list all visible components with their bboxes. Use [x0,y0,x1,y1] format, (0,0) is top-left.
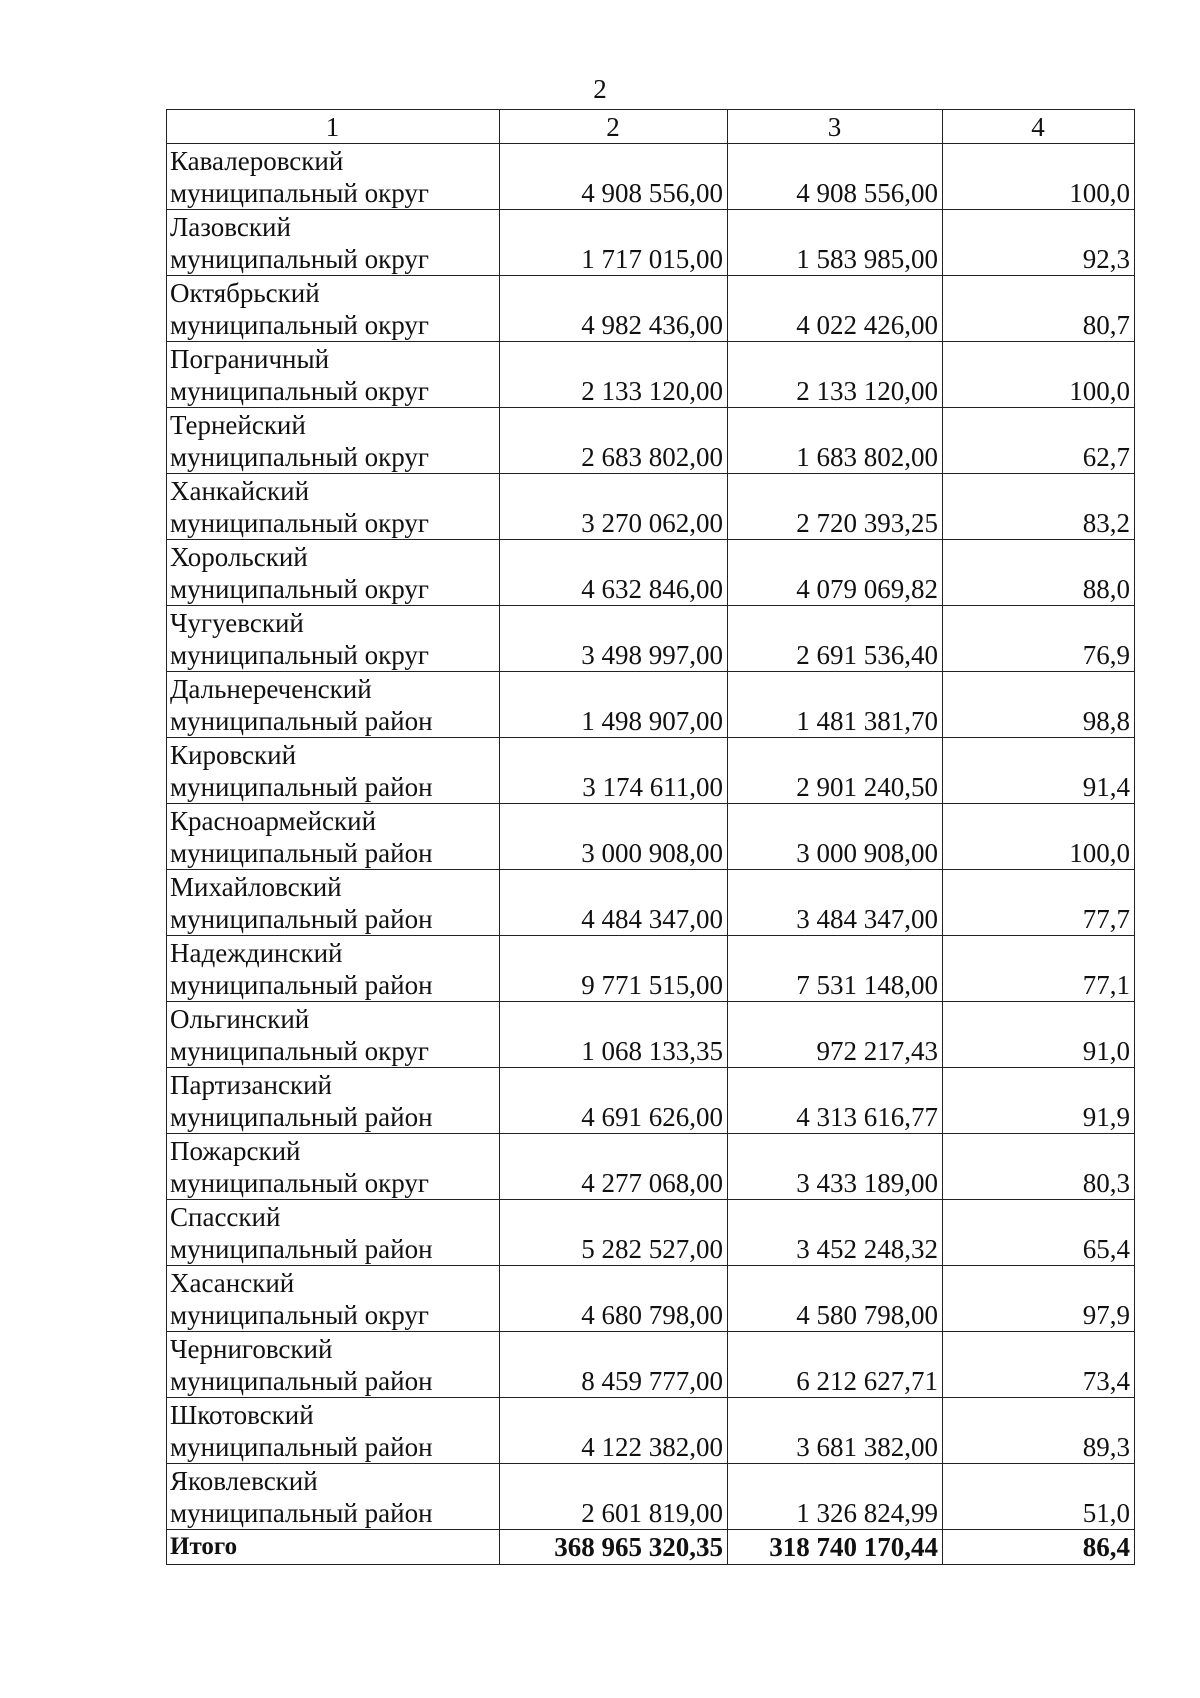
table-header-row [167,110,1135,144]
total-label: Итого [167,1530,500,1565]
value-col2: 4 908 556,00 [500,144,728,210]
municipality-type: муниципальный район [170,1432,433,1462]
table-row [167,1332,1135,1398]
value-col3: 4 313 616,77 [728,1068,943,1134]
table-row [167,738,1135,804]
value-col2: 2 601 819,00 [500,1464,728,1530]
municipality-type: муниципальный район [170,970,433,1000]
value-col2: 2 133 120,00 [500,342,728,408]
table-row [167,144,1135,210]
value-col2: 4 982 436,00 [500,276,728,342]
value-col4: 100,0 [943,144,1135,210]
total-col4: 86,4 [943,1530,1135,1565]
value-col3: 1 326 824,99 [728,1464,943,1530]
municipality-name: Надеждинский [170,938,343,968]
value-col4: 100,0 [943,342,1135,408]
municipality-name: Михайловский [170,872,342,902]
value-col4: 91,0 [943,1002,1135,1068]
municipality-name-cell [167,1332,500,1398]
value-col3: 2 901 240,50 [728,738,943,804]
municipality-type: муниципальный район [170,1366,433,1396]
value-col2: 3 174 611,00 [500,738,728,804]
municipality-name: Кировский [170,740,297,770]
value-col3: 3 452 248,32 [728,1200,943,1266]
value-col4: 89,3 [943,1398,1135,1464]
table-row [167,408,1135,474]
table-row [167,1200,1135,1266]
value-col2: 1 717 015,00 [500,210,728,276]
value-col2: 3 498 997,00 [500,606,728,672]
value-col2: 4 691 626,00 [500,1068,728,1134]
value-col3: 4 908 556,00 [728,144,943,210]
value-col3: 2 133 120,00 [728,342,943,408]
municipality-name-cell [167,1266,500,1332]
value-col2: 4 122 382,00 [500,1398,728,1464]
municipality-name-cell [167,1002,500,1068]
table-row [167,1398,1135,1464]
municipality-type: муниципальный округ [170,1036,429,1066]
value-col2: 9 771 515,00 [500,936,728,1002]
value-col2: 4 277 068,00 [500,1134,728,1200]
municipality-name-cell [167,606,500,672]
municipality-name: Октябрьский [170,278,320,308]
municipality-name: Партизанский [170,1070,332,1100]
municipality-name: Ольгинский [170,1004,310,1034]
table-body [167,144,1135,1530]
value-col3: 2 691 536,40 [728,606,943,672]
value-col3: 1 683 802,00 [728,408,943,474]
municipality-type: муниципальный район [170,1234,433,1264]
total-col2: 368 965 320,35 [500,1530,728,1565]
municipality-name: Пограничный [170,344,330,374]
value-col2: 1 498 907,00 [500,672,728,738]
value-col4: 100,0 [943,804,1135,870]
municipality-name: Яковлевский [170,1466,318,1496]
table-row [167,210,1135,276]
municipality-type: муниципальный округ [170,376,429,406]
municipality-type: муниципальный округ [170,574,429,604]
municipality-name-cell [167,1134,500,1200]
value-col4: 97,9 [943,1266,1135,1332]
value-col2: 8 459 777,00 [500,1332,728,1398]
table-row [167,474,1135,540]
value-col4: 83,2 [943,474,1135,540]
value-col2: 3 270 062,00 [500,474,728,540]
municipality-name-cell [167,1200,500,1266]
municipality-name-cell [167,738,500,804]
value-col2: 4 680 798,00 [500,1266,728,1332]
value-col4: 91,9 [943,1068,1135,1134]
value-col4: 76,9 [943,606,1135,672]
municipality-name-cell [167,474,500,540]
value-col3: 3 433 189,00 [728,1134,943,1200]
table-row [167,1266,1135,1332]
value-col3: 7 531 148,00 [728,936,943,1002]
value-col4: 92,3 [943,210,1135,276]
municipality-name-cell [167,1398,500,1464]
municipality-name: Ханкайский [170,476,310,506]
municipality-name: Дальнереченский [170,674,372,704]
value-col4: 80,3 [943,1134,1135,1200]
table-row [167,1134,1135,1200]
table-row [167,672,1135,738]
municipality-type: муниципальный округ [170,1168,429,1198]
value-col3: 972 217,43 [728,1002,943,1068]
value-col3: 6 212 627,71 [728,1332,943,1398]
table-row [167,936,1135,1002]
page-number: 2 [593,74,607,104]
municipality-name-cell [167,672,500,738]
municipality-name: Кавалеровский [170,146,344,176]
municipality-type: муниципальный округ [170,244,429,274]
column-header: 2 [500,110,728,144]
value-col3: 4 079 069,82 [728,540,943,606]
municipality-name-cell [167,342,500,408]
municipality-type: муниципальный округ [170,178,429,208]
value-col3: 2 720 393,25 [728,474,943,540]
municipality-type: муниципальный район [170,904,433,934]
table-row [167,606,1135,672]
value-col2: 3 000 908,00 [500,804,728,870]
municipality-name: Хасанский [170,1268,295,1298]
value-col2: 2 683 802,00 [500,408,728,474]
municipality-name: Тернейский [170,410,306,440]
value-col3: 1 583 985,00 [728,210,943,276]
value-col4: 62,7 [943,408,1135,474]
value-col4: 88,0 [943,540,1135,606]
table-row [167,1002,1135,1068]
municipality-name-cell [167,408,500,474]
municipality-name-cell [167,144,500,210]
table-row [167,804,1135,870]
value-col4: 77,7 [943,870,1135,936]
column-header: 3 [728,110,943,144]
municipality-name-cell [167,870,500,936]
municipality-name: Пожарский [170,1136,301,1166]
value-col4: 80,7 [943,276,1135,342]
table-row [167,342,1135,408]
column-header: 4 [943,110,1135,144]
municipality-name-cell [167,276,500,342]
municipality-type: муниципальный округ [170,508,429,538]
municipality-type: муниципальный район [170,1102,433,1132]
value-col3: 4 580 798,00 [728,1266,943,1332]
value-col4: 51,0 [943,1464,1135,1530]
value-col4: 77,1 [943,936,1135,1002]
total-row [167,1530,1135,1565]
municipality-type: муниципальный район [170,838,433,868]
municipality-type: муниципальный округ [170,1300,429,1330]
value-col3: 3 000 908,00 [728,804,943,870]
municipality-type: муниципальный район [170,1498,433,1528]
value-col3: 3 484 347,00 [728,870,943,936]
municipality-name: Красноармейский [170,806,377,836]
value-col2: 4 484 347,00 [500,870,728,936]
table-row [167,540,1135,606]
municipality-name-cell [167,1464,500,1530]
municipality-type: муниципальный округ [170,310,429,340]
column-header: 1 [167,110,500,144]
value-col2: 5 282 527,00 [500,1200,728,1266]
table-row [167,1068,1135,1134]
municipality-name-cell [167,804,500,870]
municipality-name-cell [167,936,500,1002]
value-col2: 1 068 133,35 [500,1002,728,1068]
municipality-name: Хорольский [170,542,308,572]
municipality-type: муниципальный район [170,706,433,736]
value-col3: 1 481 381,70 [728,672,943,738]
municipality-name: Шкотовский [170,1400,314,1430]
municipality-name-cell [167,540,500,606]
table-row [167,870,1135,936]
municipality-name: Лазовский [170,212,291,242]
value-col4: 91,4 [943,738,1135,804]
value-col4: 98,8 [943,672,1135,738]
municipality-name-cell [167,1068,500,1134]
municipality-name: Черниговский [170,1334,333,1364]
value-col4: 73,4 [943,1332,1135,1398]
value-col3: 4 022 426,00 [728,276,943,342]
table-row [167,1464,1135,1530]
value-col4: 65,4 [943,1200,1135,1266]
value-col2: 4 632 846,00 [500,540,728,606]
table-row [167,276,1135,342]
municipality-name-cell [167,210,500,276]
value-col3: 3 681 382,00 [728,1398,943,1464]
municipality-type: муниципальный район [170,772,433,802]
municipality-type: муниципальный округ [170,442,429,472]
budget-table [166,109,1135,1565]
municipality-name: Спасский [170,1202,281,1232]
municipality-type: муниципальный округ [170,640,429,670]
total-col3: 318 740 170,44 [728,1530,943,1565]
municipality-name: Чугуевский [170,608,304,638]
